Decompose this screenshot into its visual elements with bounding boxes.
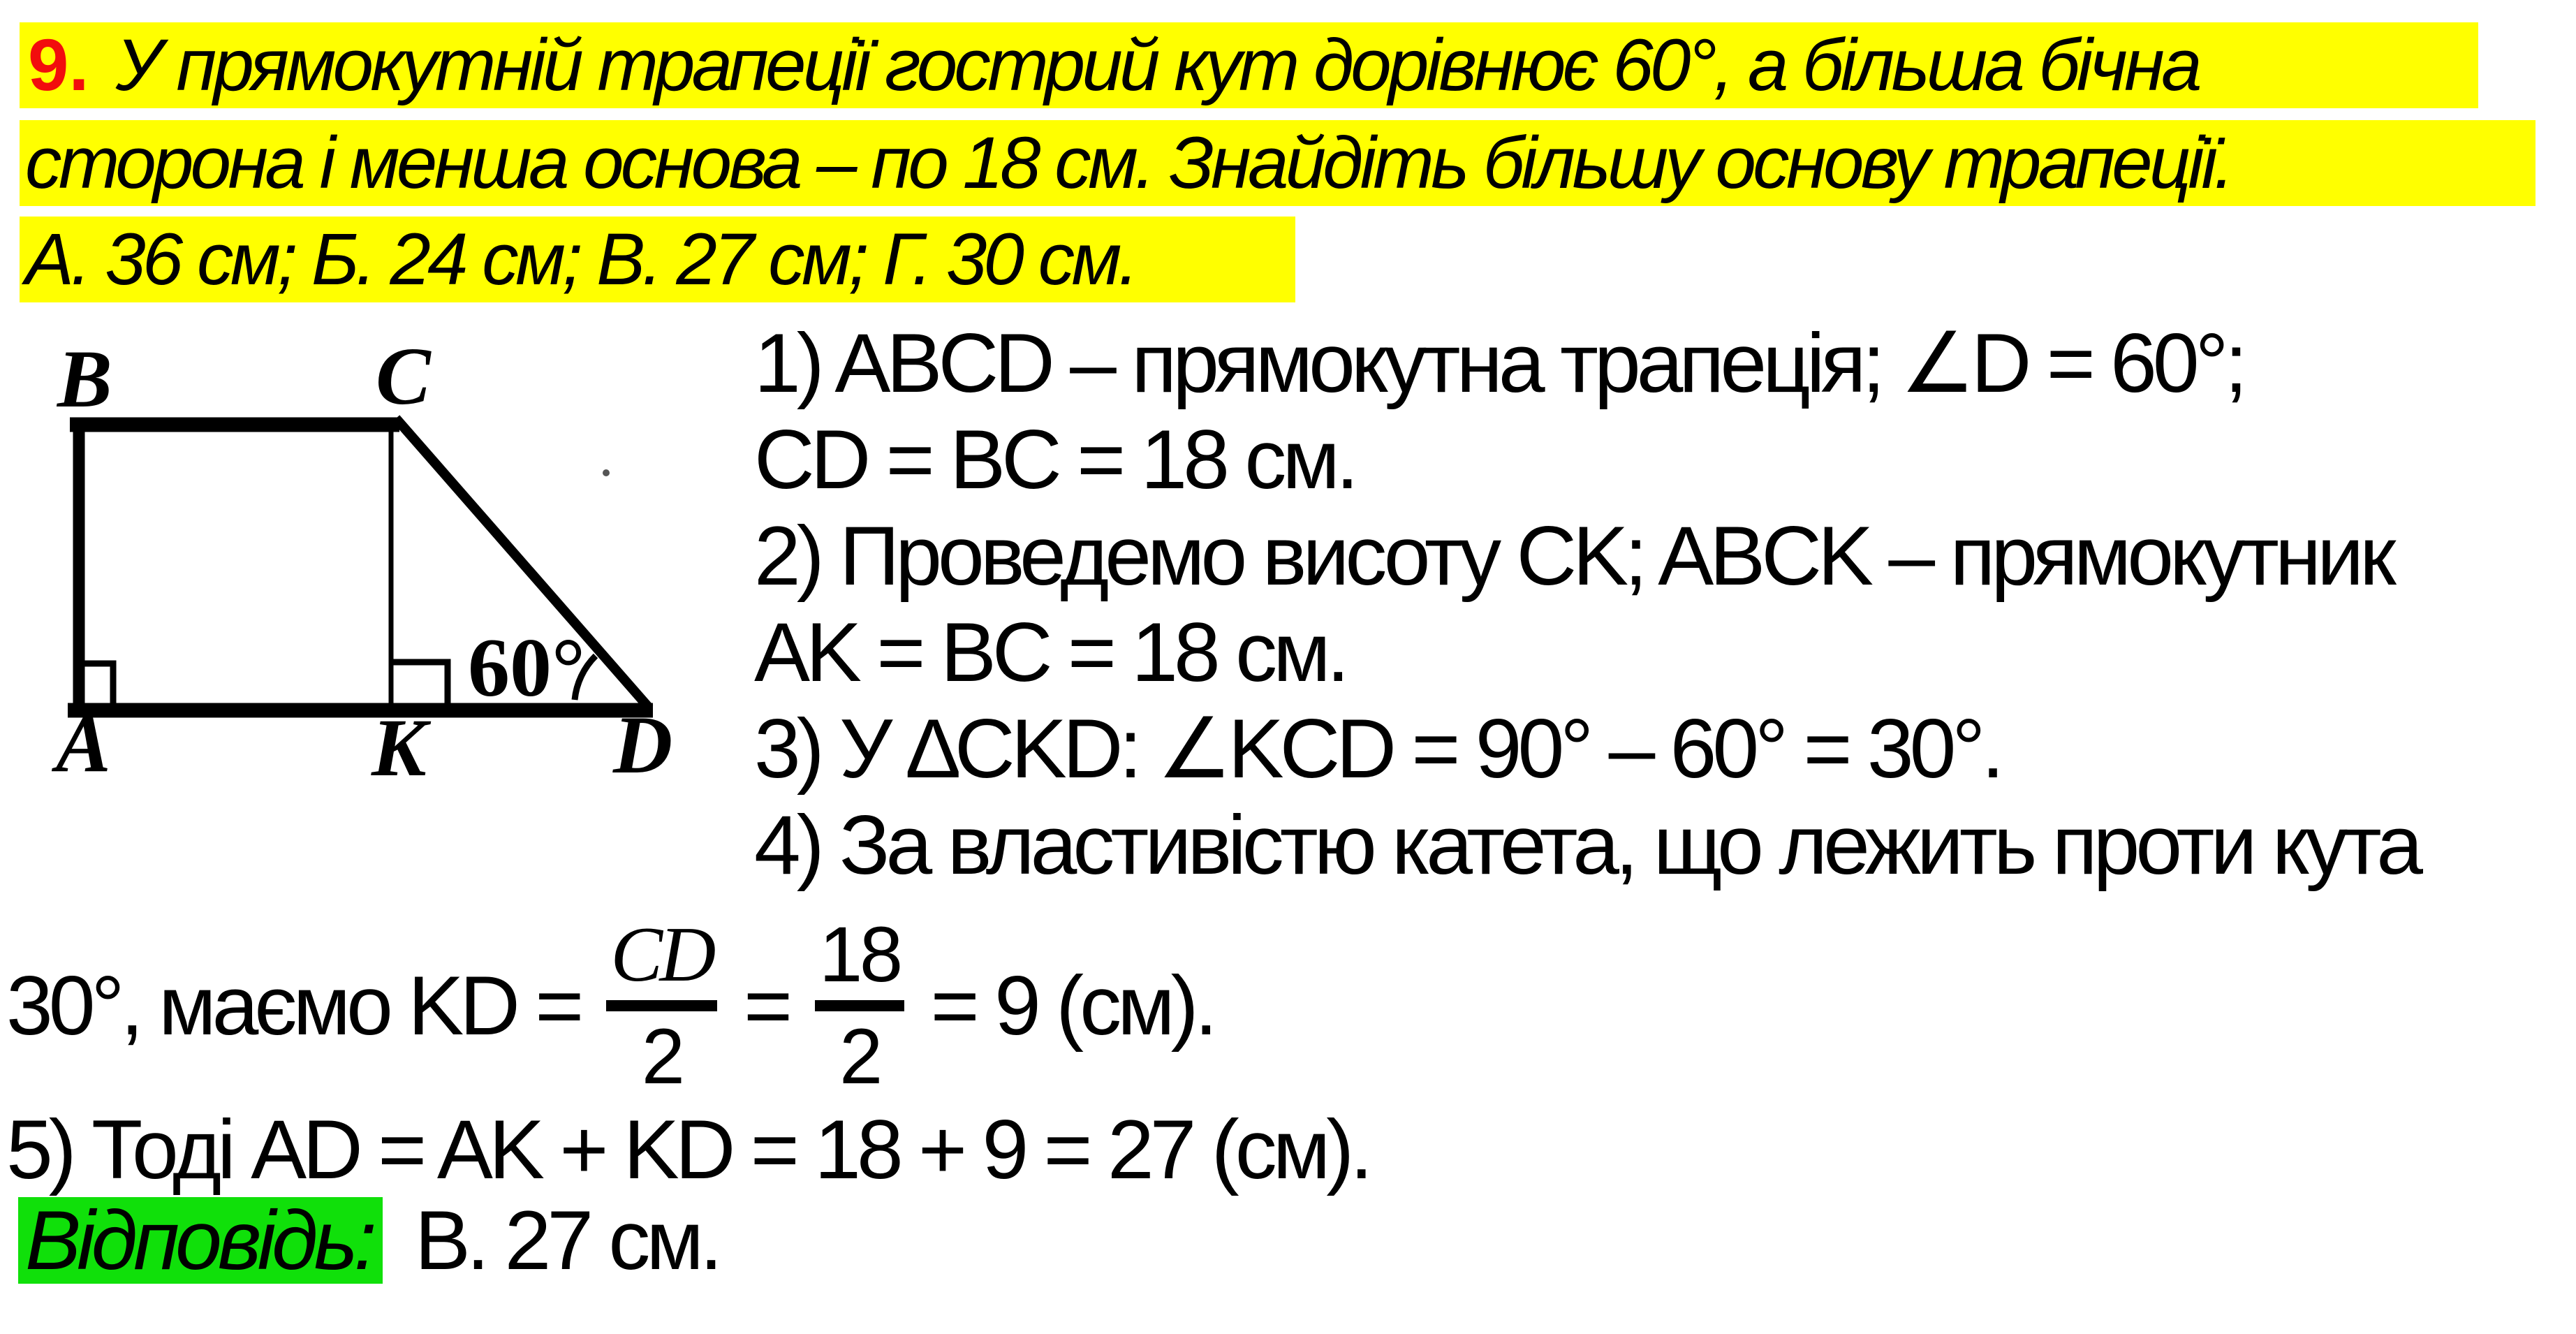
solution-step-1b: CD = BC = 18 см. [754, 413, 1355, 506]
solution-step-3: 3) У ∆CKD: ∠KCD = 90° – 60° = 30°. [754, 702, 2001, 796]
vertex-label-a: A [56, 698, 111, 789]
solution-step-2: 2) Проведемо висоту CK; ABCK – прямокутник [754, 509, 2392, 603]
problem-statement-text-2: сторона і менша основа – по 18 см. Знайдіть більшу основу трапеції. [25, 122, 2231, 204]
formula-result: = 9 (см). [930, 959, 1214, 1053]
vertex-label-b: B [57, 335, 112, 425]
solution-formula-line [6, 910, 1214, 1100]
vertex-label-c: C [376, 335, 431, 422]
formula-prefix: 30°, маємо KD = [6, 959, 580, 1053]
scan-speck [603, 469, 610, 476]
answer-label-highlight: Відповідь: [18, 1197, 383, 1284]
trapezoid-figure [28, 335, 712, 796]
problem-statement-line-2 [20, 120, 2535, 206]
solution-steps [754, 315, 2419, 893]
fraction-denominator-2b: 2 [839, 1013, 880, 1100]
answer-value: В. 27 см. [414, 1194, 719, 1287]
vertex-label-d: D [613, 699, 673, 791]
fraction-18-over-2 [815, 910, 904, 1100]
fraction-bar [815, 1000, 904, 1011]
vertex-label-k: K [371, 702, 427, 793]
answer-line [18, 1194, 719, 1287]
answer-choices-text: А. 36 см; Б. 24 см; В. 27 см; Г. 30 см. [25, 218, 1136, 300]
solution-step-2b: AK = BC = 18 см. [754, 606, 1346, 699]
fraction-numerator-cd: CD [610, 911, 713, 998]
formula-equals: = [743, 959, 789, 1053]
solution-step-4: 4) За властивістю катета, що лежить проти кута [754, 798, 2420, 892]
answer-choices-line [20, 217, 1295, 302]
fraction-denominator-2: 2 [641, 1013, 682, 1100]
fraction-cd-over-2 [606, 911, 717, 1100]
problem-number: 9. [28, 24, 89, 106]
angle-60-label: 60° [468, 621, 585, 714]
fraction-numerator-18: 18 [819, 910, 900, 998]
solution-step-5: 5) Тоді AD = AK + KD = 18 + 9 = 27 (см). [6, 1103, 1369, 1196]
fraction-bar [606, 1000, 717, 1011]
solution-step-1: 1) ABCD – прямокутна трапеція; ∠D = 60°; [754, 316, 2244, 410]
problem-statement-line-1 [20, 22, 2478, 108]
problem-statement-text-1: У прямокутній трапеції гострий кут дорівнює 60°, а більша бічна [115, 24, 2199, 106]
